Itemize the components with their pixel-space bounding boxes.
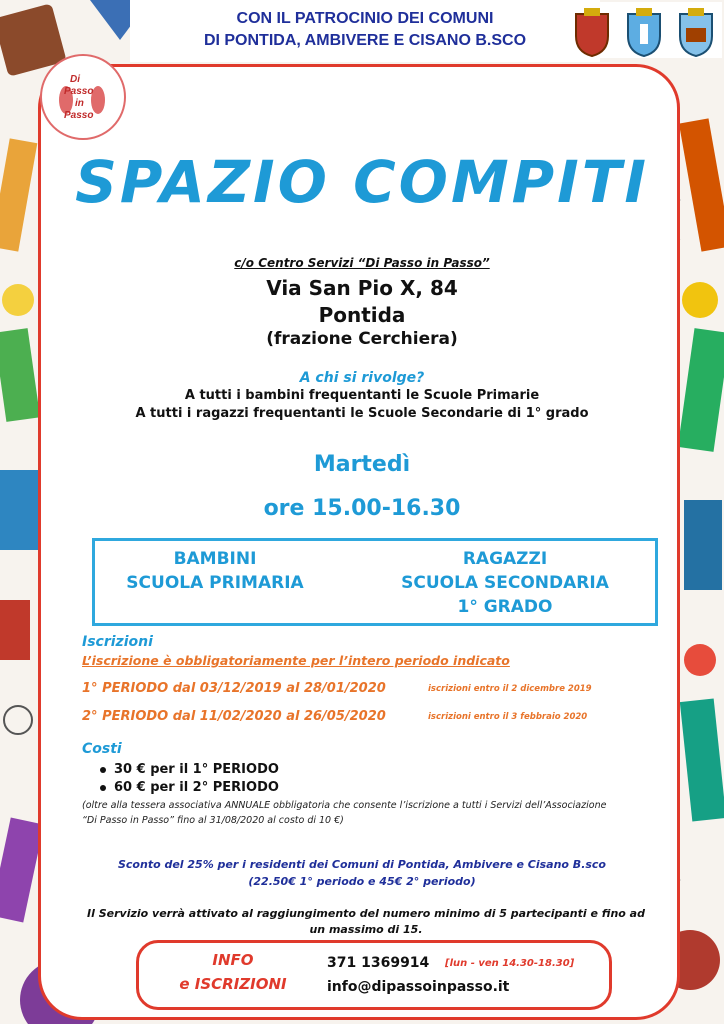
period-2-deadline: iscrizioni entro il 3 febbraio 2020 [428,712,588,722]
cost-note-line-2: “Di Passo in Passo” fino al 31/08/2020 al costo di 10 €) [82,815,344,826]
bullet-icon [100,767,106,773]
address-prefix: c/o Centro Servizi “Di Passo in Passo” [234,256,490,270]
group-children-line-1: BAMBINI [173,549,257,569]
registrations-title: Iscrizioni [82,634,153,650]
group-children [115,547,315,595]
period-1: 1° PERIODO dal 03/12/2019 al 28/01/2020 [82,681,386,696]
info-label-2: e ISCRIZIONI [179,975,287,993]
crest-cisano-icon [674,6,718,58]
bullet-icon [100,785,106,791]
costs-title: Costi [82,741,122,757]
logo-text-4: Passo [64,110,94,121]
logo-text-1: Di [70,74,80,85]
period-2: 2° PERIODO dal 11/02/2020 al 26/05/2020 [82,709,386,724]
municipal-crests [566,2,722,58]
group-teens-line-1: RAGAZZI [462,549,548,569]
logo-text-3: in [75,98,84,109]
audience-line-1: A tutti i bambini frequentanti le Scuole Primarie [184,388,540,403]
discount-line-2: (22.50€ 1° periodo e 45€ 2° periodo) [248,875,476,888]
address-area: (frazione Cerchiera) [266,329,458,349]
address-town: Pontida [318,303,406,327]
group-teens [385,547,625,619]
address-street: Via San Pio X, 84 [266,276,458,300]
minimum-participants [76,906,656,938]
info-email[interactable]: info@dipassoinpasso.it [327,979,510,995]
audience-line-2: A tutti i ragazzi frequentanti le Scuole Secondarie di 1° grado [135,406,589,421]
association-logo [40,54,126,140]
info-box [136,940,612,1010]
logo-text-2: Passo [64,86,94,97]
groups-box [92,538,658,626]
schedule-day: Martedì [313,452,411,477]
poster-title: SPAZIO COMPITI [75,148,649,216]
info-phone[interactable]: 371 1369914 [327,955,430,971]
cost-item-1-text: 30 € per il 1° PERIODO [114,762,279,777]
info-label-1: INFO [212,951,254,969]
group-children-line-2: SCUOLA PRIMARIA [126,573,304,593]
patronage-line-1: CON IL PATROCINIO DEI COMUNI [236,10,494,27]
cost-note-line-1: (oltre alla tessera associativa ANNUALE obbligatoria che consente l’iscrizione a tutti i Servizi dell’Associazione [82,800,607,811]
group-teens-line-2: SCUOLA SECONDARIA [401,573,609,593]
cost-item-2 [100,780,279,795]
schedule-time: ore 15.00-16.30 [263,496,461,521]
info-hours: [lun - ven 14.30-18.30] [445,958,575,969]
registrations-mandatory: L’iscrizione è obbligatoriamente per l’intero periodo indicato [82,653,510,668]
audience-title: A chi si rivolge? [299,370,425,386]
crest-ambivere-icon [622,6,666,58]
crest-pontida-icon [570,6,614,58]
group-teens-line-3: 1° GRADO [457,597,553,617]
minimum-line-2: un massimo di 15. [309,923,423,936]
discount-line-1: Sconto del 25% per i residenti dei Comuni di Pontida, Ambivere e Cisano B.sco [117,858,606,871]
cost-item-1 [100,762,279,777]
cost-item-2-text: 60 € per il 2° PERIODO [114,780,279,795]
patronage-line-2: DI PONTIDA, AMBIVERE E CISANO B.SCO [203,32,527,49]
minimum-line-1: Il Servizio verrà attivato al raggiungimento del numero minimo di 5 partecipanti e fino ad [87,907,645,920]
header-patronage [130,0,600,62]
period-1-deadline: iscrizioni entro il 2 dicembre 2019 [428,684,592,694]
